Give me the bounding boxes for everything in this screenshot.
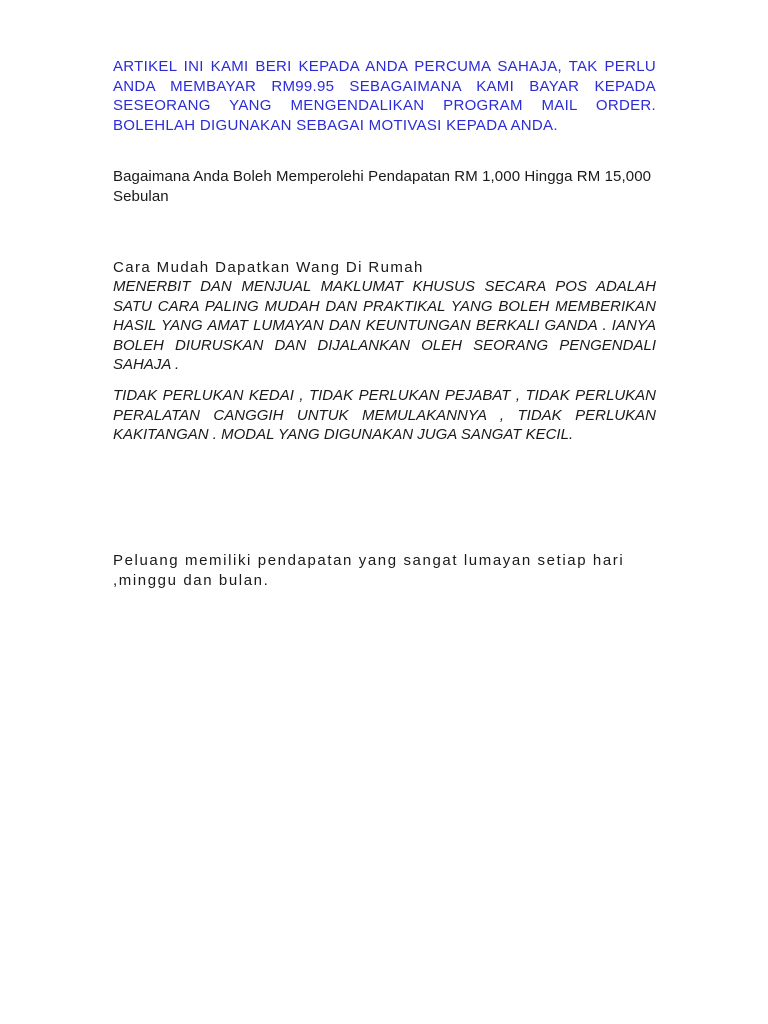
- closing-paragraph: Peluang memiliki pendapatan yang sangat lumayan setiap hari ,minggu dan bulan.: [113, 552, 625, 589]
- body-paragraph-2: TIDAK PERLUKAN KEDAI , TIDAK PERLUKAN PEJABAT , TIDAK PERLUKAN PERALATAN CANGGIH UNTUK MEMULAKANNYA , TIDAK PERLUKAN KAKITANGAN . MODAL YANG DIGUNAKAN JUGA SANGAT KECIL.: [113, 387, 656, 443]
- article-subtitle: Cara Mudah Dapatkan Wang Di Rumah: [113, 259, 424, 276]
- body-paragraph-1: MENERBIT DAN MENJUAL MAKLUMAT KHUSUS SECARA POS ADALAH SATU CARA PALING MUDAH DAN PRAKTIKAL YANG BOLEH MEMBERIKAN HASIL YANG AMAT LUMAYAN DAN KEUNTUNGAN BERKALI GANDA . IANYA BOLEH DIURUSKAN DAN DIJALANKAN OLEH SEORANG PENGENDALI SAHAJA .: [113, 278, 656, 373]
- intro-notice: ARTIKEL INI KAMI BERI KEPADA ANDA PERCUMA SAHAJA, TAK PERLU ANDA MEMBAYAR RM99.95 SEBAGAIMANA KAMI BAYAR KEPADA SESEORANG YANG MENGENDALIKAN PROGRAM MAIL ORDER. BOLEHLAH DIGUNAKAN SEBAGAI MOTIVASI KEPADA ANDA.: [113, 58, 656, 134]
- article-title: Bagaimana Anda Boleh Memperolehi Pendapatan RM 1,000 Hingga RM 15,000 Sebulan: [113, 168, 652, 205]
